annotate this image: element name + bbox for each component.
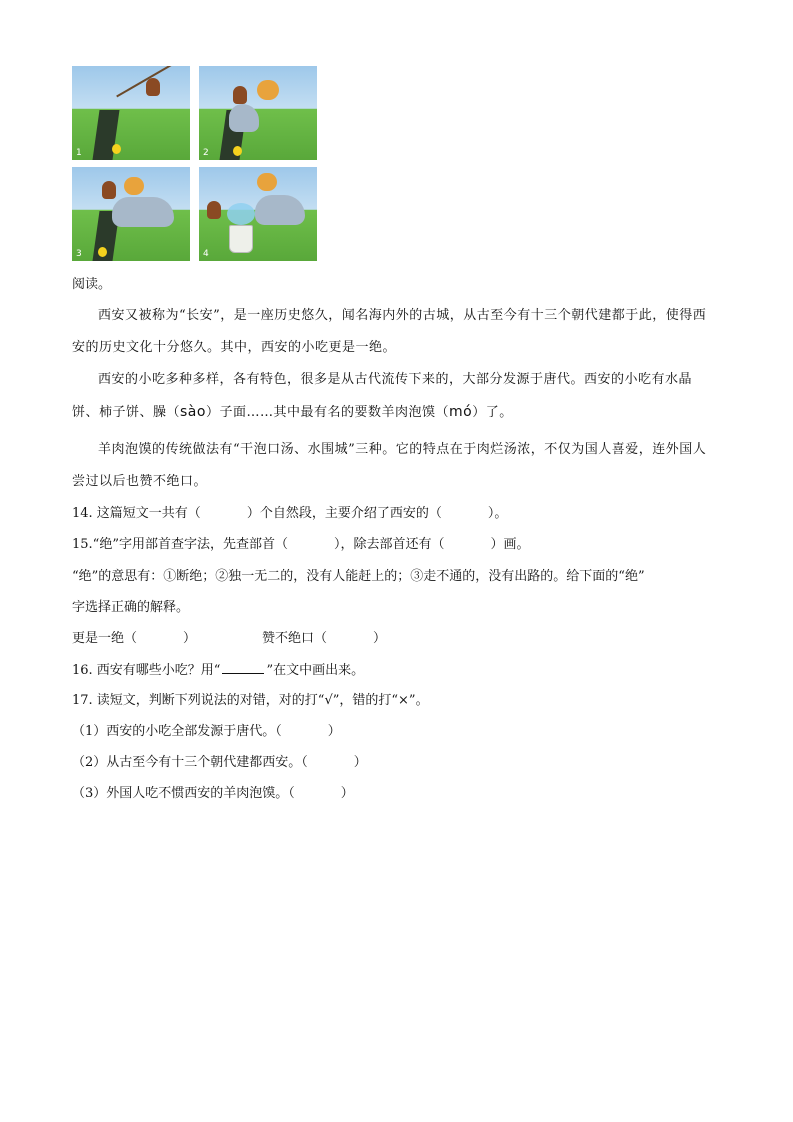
word-item: ） xyxy=(373,631,387,646)
passage-text: 羊肉泡馍的传统做法有“干泡口汤、水围城”三种。它的特点在于肉烂汤浓，不仅为国人喜爱，连外国人尝过以后也赞不绝口。 xyxy=(72,442,707,489)
panel-number: 4 xyxy=(203,249,209,259)
word-item: ） xyxy=(183,631,197,646)
picture-sequence xyxy=(72,66,318,262)
question-text: ）个自然段，主要介绍了西安的（ xyxy=(246,506,442,521)
judgement-text: ） xyxy=(353,755,367,770)
passage-text: 西安的小吃多种多样，各有特色，很多是从古代流传下来的，大部分发源于唐代。西安的小吃有水晶饼、柿子饼、臊（ xyxy=(72,372,693,420)
question-16 xyxy=(72,661,364,680)
passage-paragraph-3 xyxy=(72,434,718,498)
word-item: 赞不绝口（ xyxy=(262,631,328,646)
judgement-text: ） xyxy=(340,786,354,801)
question-text: 14. 这篇短文一共有（ xyxy=(72,506,201,521)
question-17: 17. 读短文，判断下列说法的对错，对的打“√”，错的打“×”。 xyxy=(72,693,429,708)
judgement-text: ） xyxy=(327,724,341,739)
passage-paragraph-2 xyxy=(72,364,718,429)
question-15-words xyxy=(72,630,386,648)
judgement-item-1 xyxy=(72,723,341,741)
question-text: ）画。 xyxy=(490,537,530,552)
underline-mark xyxy=(222,661,264,674)
pinyin-sao: sào xyxy=(180,404,206,420)
question-text: 16. 西安有哪些小吃？用“ xyxy=(72,663,221,678)
panel-number: 1 xyxy=(76,148,82,158)
picture-panel-2 xyxy=(199,66,317,160)
judgement-item-2 xyxy=(72,754,367,772)
passage-text: ）子面……其中最有名的要数羊肉泡馍（ xyxy=(205,405,449,420)
question-text: 15.“绝”字用部首查字法，先查部首（ xyxy=(72,537,288,552)
judgement-text: （2）从古至今有十三个朝代建都西安。（ xyxy=(72,755,308,770)
question-15-instruction: 字选择正确的解释。 xyxy=(72,600,190,615)
word-item: 更是一绝（ xyxy=(72,631,138,646)
passage-paragraph-1 xyxy=(72,300,718,364)
judgement-item-3 xyxy=(72,785,354,803)
passage-text: 西安又被称为“长安”，是一座历史悠久，闻名海内外的古城，从古至今有十三个朝代建都于此，使得西安的历史文化十分悠久。其中，西安的小吃更是一绝。 xyxy=(72,308,707,355)
reading-label: 阅读。 xyxy=(72,277,112,292)
question-text: ”在文中画出来。 xyxy=(266,663,365,678)
panel-number: 2 xyxy=(203,148,209,158)
question-text: ）。 xyxy=(487,506,508,521)
judgement-text: （1）西安的小吃全部发源于唐代。（ xyxy=(72,724,282,739)
question-15 xyxy=(72,536,530,554)
question-15-meaning: “绝”的意思有：①断绝；②独一无二的，没有人能赶上的；③走不通的，没有出路的。给下面的“绝” xyxy=(72,569,645,584)
passage-text: ）了。 xyxy=(472,405,513,420)
picture-panel-1 xyxy=(72,66,190,160)
picture-panel-3 xyxy=(72,167,190,261)
question-14 xyxy=(72,505,507,523)
judgement-text: （3）外国人吃不惯西安的羊肉泡馍。（ xyxy=(72,786,295,801)
picture-panel-4 xyxy=(199,167,317,261)
pinyin-mo: mó xyxy=(448,404,473,420)
panel-number: 3 xyxy=(76,249,82,259)
question-text: ），除去部首还有（ xyxy=(333,537,445,552)
